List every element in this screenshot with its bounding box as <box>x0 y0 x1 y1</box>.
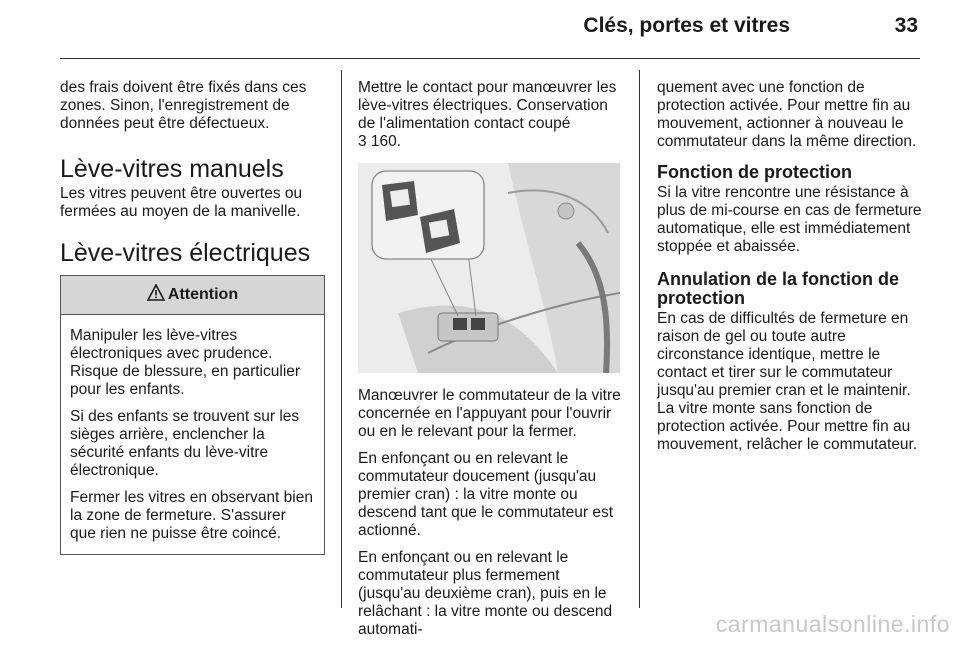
column-divider-2 <box>639 70 640 608</box>
heading-electric-windows: Lève-vitres électriques <box>60 239 311 267</box>
attention-body <box>61 315 324 554</box>
page-reference: 3 160. <box>358 133 402 150</box>
auto-continue-text: quement avec une fonction de protection activée. Pour mettre fin au mouvement, actionner à nouveau le commutateur dans la même direction. <box>657 79 917 150</box>
warning-icon <box>147 284 165 306</box>
ignition-text: Mettre le contact pour manœuvrer les lève-vitres électriques. Conservation de l'alimentation contact coupé <box>358 79 617 132</box>
page-number: 33 <box>894 14 918 37</box>
column-2 <box>358 79 626 648</box>
attention-text-3: Fermer les vitres en observant bien la zone de fermeture. S'assurer que rien ne puisse être coincé. <box>70 489 313 542</box>
protection-text: Si la vitre rencontre une résistance à plus de mi-course en cas de fermeture automatique, elle est immédiatement stoppée et abaissée. <box>657 184 922 255</box>
watermark: carmanualsonline.info <box>715 611 950 637</box>
operate-switch-text: Manœuvrer le commutateur de la vitre concernée en l'appuyant pour l'ouvrir ou en le relevant pour la fermer. <box>358 387 621 440</box>
attention-text-1: Manipuler les lève-vitres électroniques avec prudence. Risque de blessure, en particulier pour les enfants. <box>70 327 301 398</box>
intro-text: des frais doivent être fixés dans ces zones. Sinon, l'enregistrement de données peut être défectueux. <box>60 79 307 132</box>
attention-header <box>61 276 324 315</box>
manual-windows-text: Les vitres peuvent être ouvertes ou fermées au moyen de la manivelle. <box>60 185 303 220</box>
window-switch-illustration <box>358 163 620 373</box>
second-notch-text: En enfonçant ou en relevant le commutateur plus fermement (jusqu'au deuxième cran), puis en le relâchant : la vitre monte ou descend automati- <box>358 549 613 638</box>
column-1 <box>60 79 325 555</box>
heading-manual-windows: Lève-vitres manuels <box>60 155 284 183</box>
column-divider-1 <box>341 70 342 608</box>
attention-box <box>60 275 325 555</box>
column-3 <box>657 79 922 463</box>
heading-cancel-protection: Annulation de la fonction de protection <box>657 269 899 308</box>
cancel-protection-text: En cas de difficultés de fermeture en raison de gel ou toute autre circonstance identique, mettre le contact et tirer sur le commutateur jusqu'au premier cran et le maintenir. La vitre monte sans fonction de protection activée. Pour mettre fin au mouvement, relâcher le commutateur. <box>657 310 918 453</box>
page-header-title: Clés, portes et vitres <box>583 14 790 37</box>
attention-title: Attention <box>167 286 239 303</box>
first-notch-text: En enfonçant ou en relevant le commutateur doucement (jusqu'au premier cran) : la vitre monte ou descend tant que le commutateur est actionné. <box>358 450 614 539</box>
attention-text-2: Si des enfants se trouvent sur les sièges arrière, enclencher la sécurité enfants du lève-vitre électronique. <box>70 408 300 479</box>
header-divider <box>60 58 920 59</box>
heading-protection: Fonction de protection <box>657 162 852 182</box>
